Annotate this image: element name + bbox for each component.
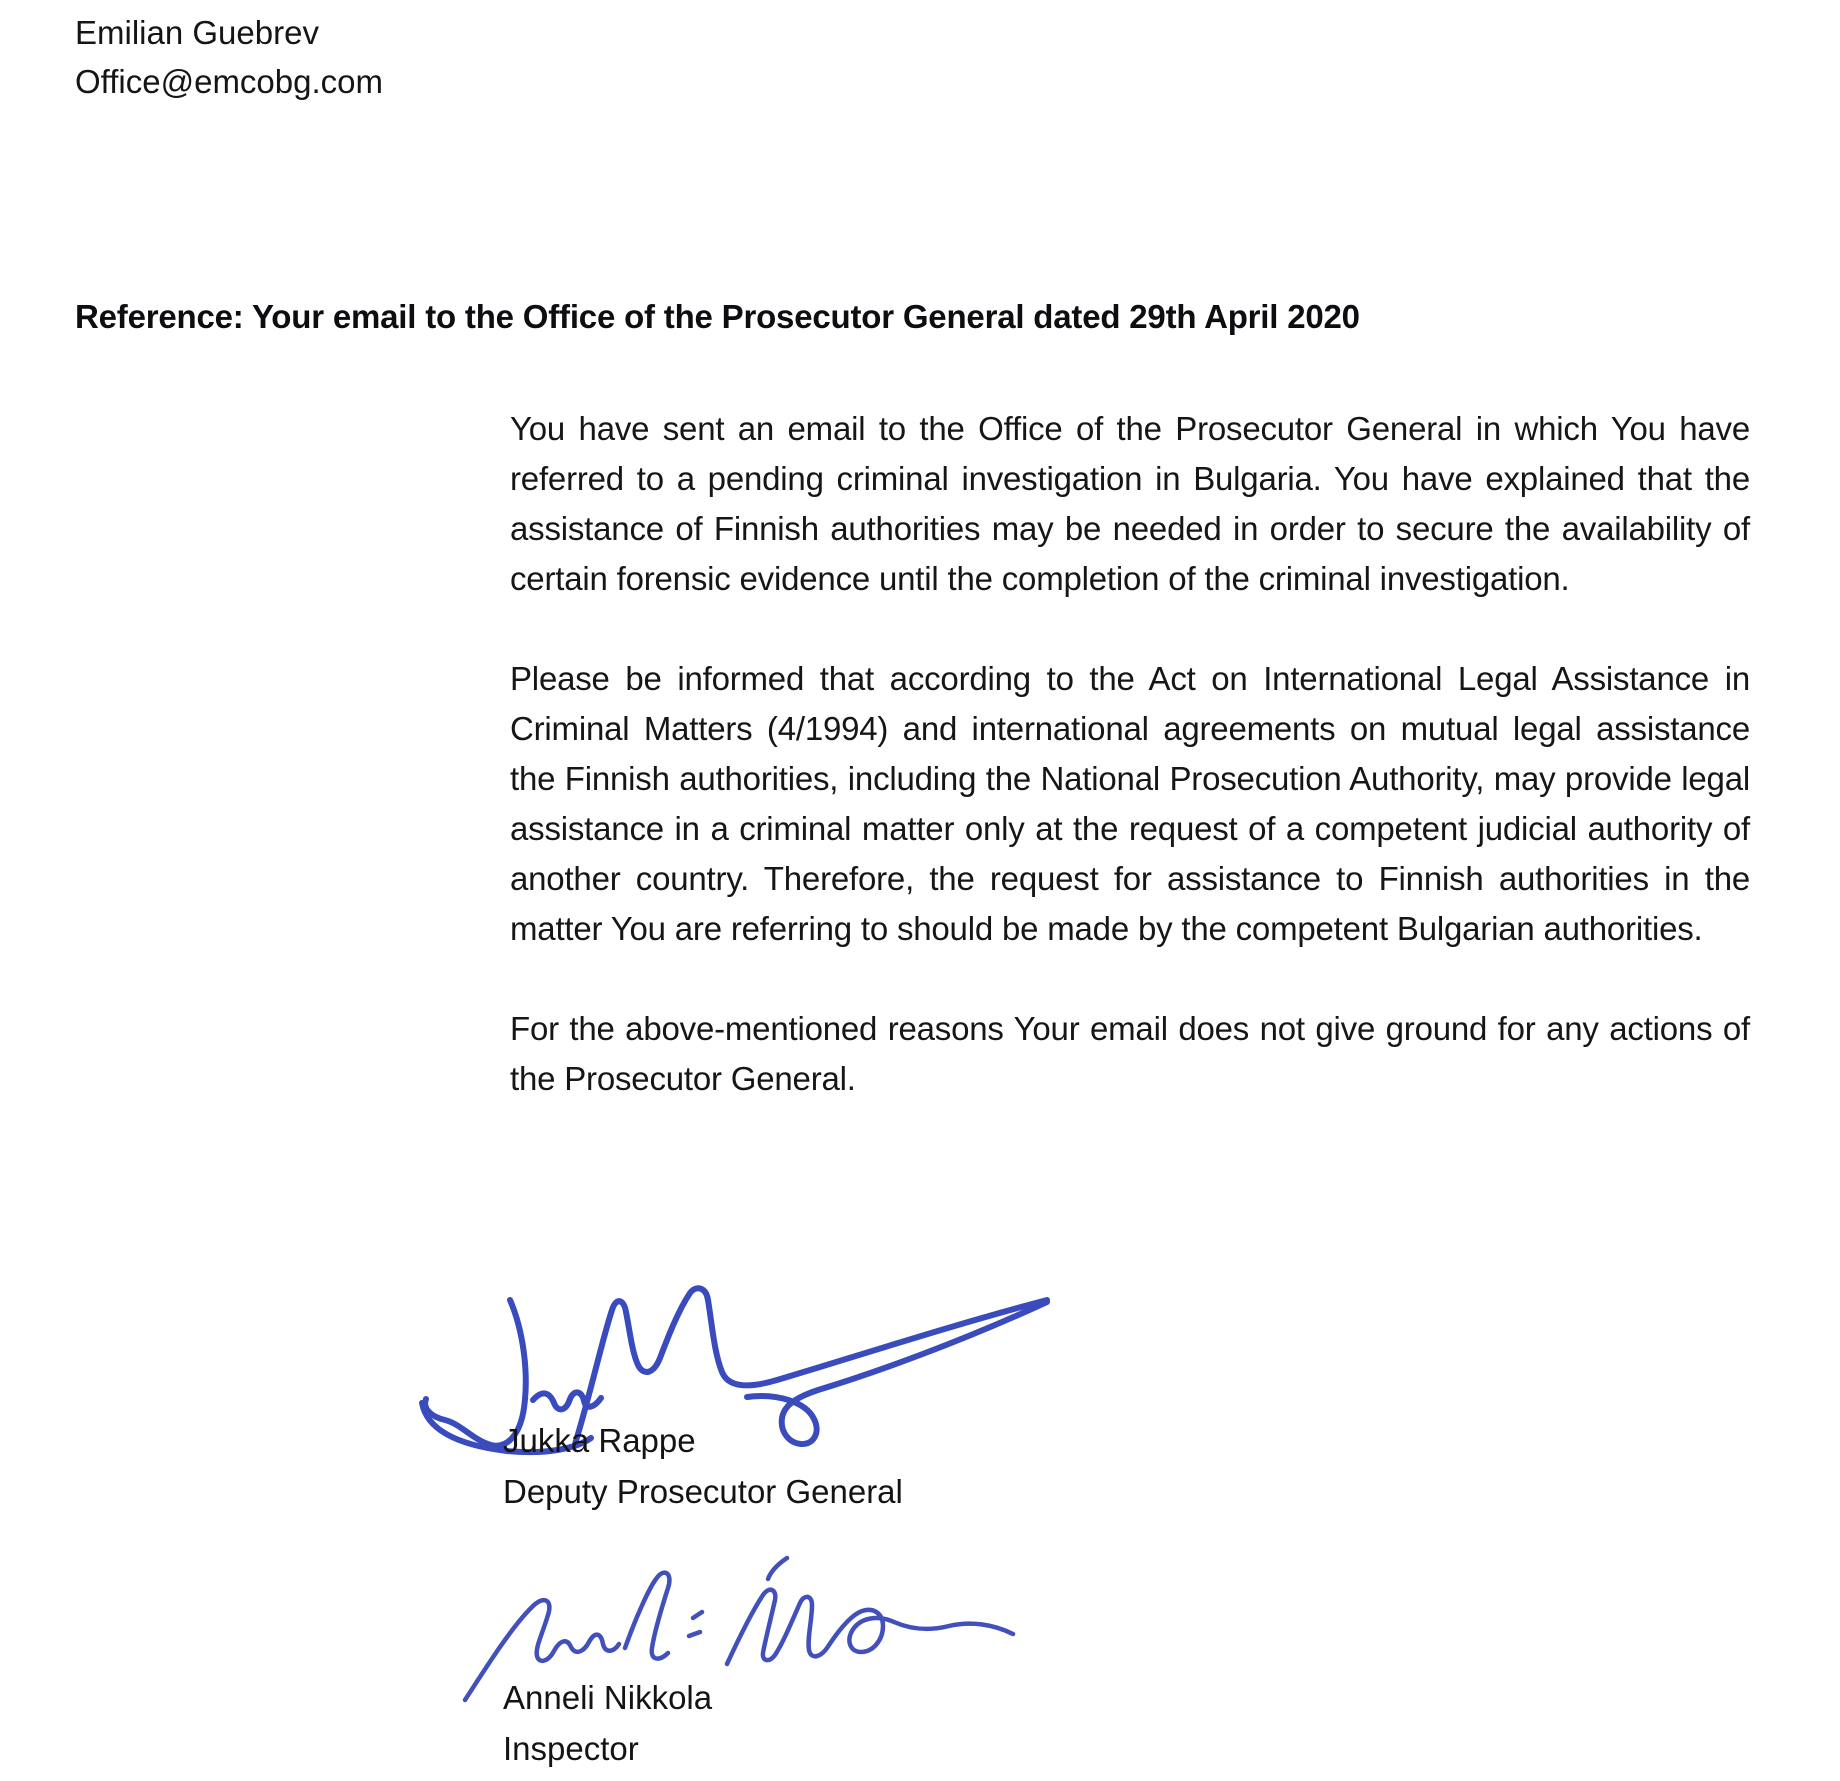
body-paragraph-2: Please be informed that according to the Act on International Legal Assistance in Criminal Matters (4/1994) and international agreements on mutual legal assistance the Finnish authorities, including the National Prosecution Authority, may provide legal assistance in a criminal matter only at the request of a competent judicial authority of another country. Therefore, the request for assistance to Finnish authorities in the matter You are referring to should be made by the competent Bulgarian authorities.	[510, 660, 1750, 947]
body-paragraph-3: For the above-mentioned reasons Your email does not give ground for any actions of the Prosecutor General.	[510, 1010, 1750, 1097]
sender-block	[75, 8, 383, 106]
signatory-1-title: Deputy Prosecutor General	[503, 1473, 903, 1510]
signatory-block-2	[503, 1672, 712, 1774]
signatory-block-1	[503, 1415, 903, 1517]
signatory-2-title: Inspector	[503, 1730, 639, 1767]
sender-name: Emilian Guebrev	[75, 14, 319, 51]
letter-body	[510, 404, 1750, 1154]
sender-email: Office@emcobg.com	[75, 63, 384, 100]
signatory-2-name: Anneli Nikkola	[503, 1679, 713, 1716]
reference-line: Reference: Your email to the Office of the Prosecutor General dated 29th April 2020	[75, 298, 1360, 335]
body-paragraph-1: You have sent an email to the Office of the Prosecutor General in which You have referred to a pending criminal investigation in Bulgaria. You have explained that the assistance of Finnish authorities may be needed in order to secure the availability of certain forensic evidence until the completion of the criminal investigation.	[510, 410, 1750, 597]
signatory-1-name: Jukka Rappe	[503, 1422, 696, 1459]
